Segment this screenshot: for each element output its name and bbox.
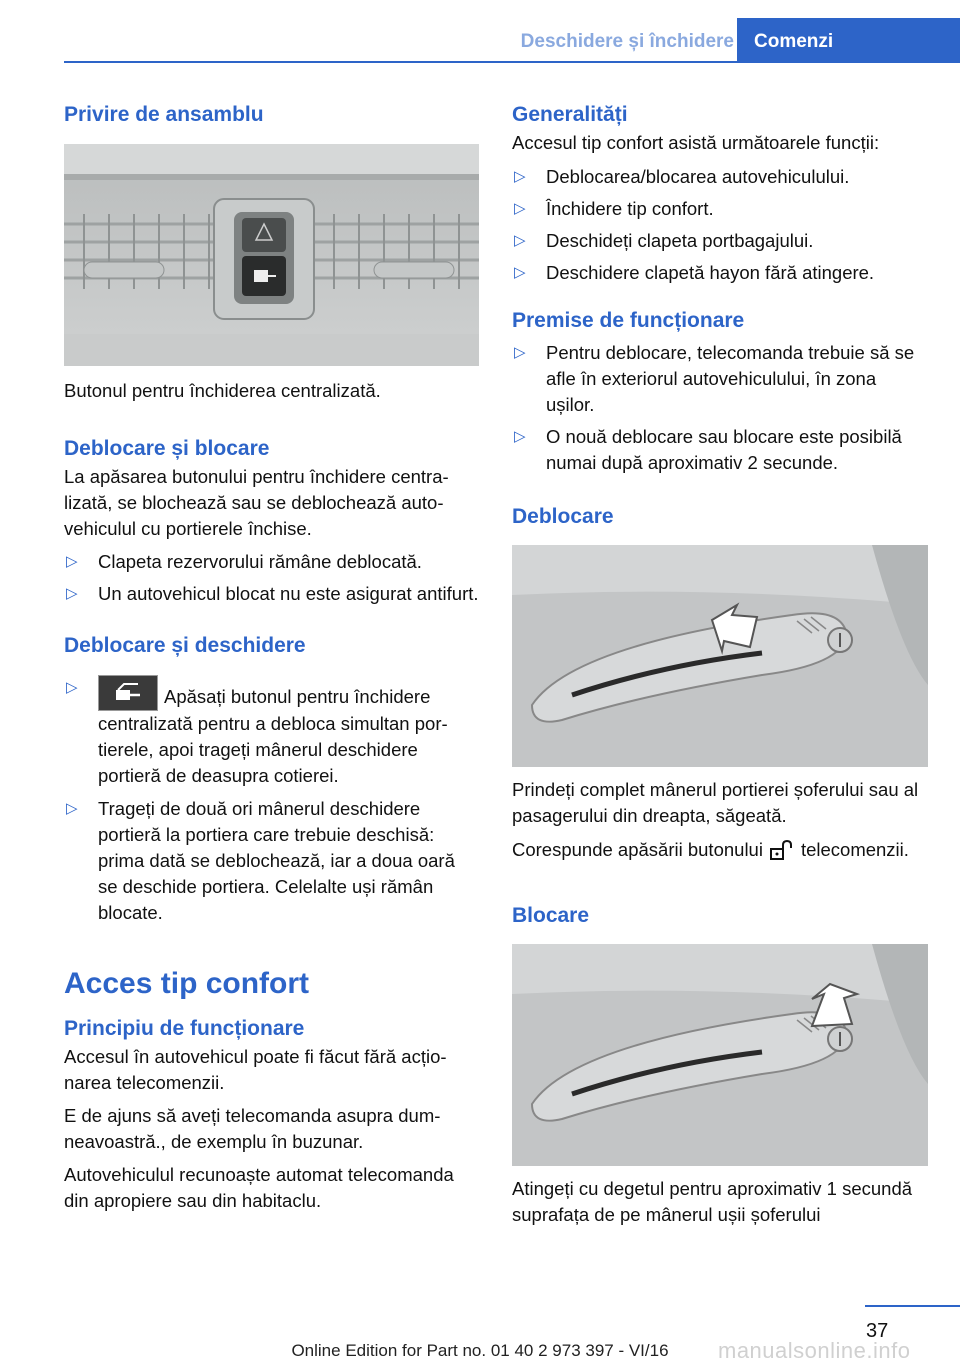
list-item: ▷ Clapeta rezervorului rămâne deblocată. [64,549,479,575]
list-item: ▷ Deblocarea/blocarea autovehiculului. [512,164,928,190]
header-section-title: Deschidere și închidere [520,31,734,52]
triangle-right-icon: ▷ [514,428,526,445]
central-lock-button-photo [64,144,479,366]
left-column [64,100,479,1214]
triangle-right-icon: ▷ [514,168,526,185]
lock-unlock-list [64,549,479,607]
open-padlock-icon [769,840,795,867]
unlock-caption: Prindeți complet mânerul portierei șoferului sau al pasagerului din dreapta, săgeată. [512,779,919,826]
list-item: ▷ O nouă deblocare sau blocare este posibilă numai după aproximativ 2 secunde. [514,426,902,473]
page-number: 37 [866,1320,889,1342]
lock-unlock-text: La apăsarea butonului pentru închidere centralizată, se blochează sau se deblochează autovehiculul cu portierele închise. [64,466,449,539]
list-item: ▷ Deschidere clapetă hayon fără atingere. [512,260,928,286]
list-item: ▷ Pentru deblocare, telecomanda trebuie să se afle în exteriorul autovehiculului, în zona ușilor. [514,342,915,415]
premise-list [512,340,928,476]
list-item: ▷ Apăsați butonul pentru închidere centralizată pentru a debloca simultan portierele, apoi trageți mânerul deschidere portieră de deasupra cotierei. [64,675,479,789]
list-item: ▷ Un autovehicul blocat nu este asigurat antifurt. [64,581,479,607]
triangle-right-icon: ▷ [514,200,526,217]
triangle-right-icon: ▷ [514,232,526,249]
door-handle-unlock-photo [512,545,928,767]
general-heading: Generalități [512,103,628,126]
triangle-right-icon: ▷ [66,585,78,602]
unlock-open-list [64,675,479,926]
principle-para: Autovehiculul recunoaște automat telecomanda din apropiere sau din habitaclu. [64,1164,454,1211]
unlock-heading: Deblocare [512,505,614,528]
lock-unlock-heading: Deblocare și blocare [64,437,270,460]
list-item: ▷ Deschideți clapeta portbagajului. [512,228,928,254]
list-item: ▷ Trageți de două ori mânerul deschidere portieră la portiera care trebuie deschisă: prima dată se deblochează, iar a doua oară se deschide portiera. Celelalte uși rămân blocate. [66,798,455,923]
triangle-right-icon: ▷ [66,553,78,570]
general-text: Accesul tip confort asistă următoarele funcții: [512,132,880,153]
lock-caption: Atingeți cu degetul pentru aproximativ 1 secundă suprafața de pe mânerul ușii șoferului [512,1178,913,1225]
comfort-access-heading: Acces tip confort [64,967,310,1000]
principle-para: E de ajuns să aveți telecomanda asupra dumneavoastră., de exemplu în buzunar. [64,1105,441,1152]
unlock-note: Corespunde apăsării butonului telecomenzii. [512,837,928,867]
principle-para: Accesul în autovehicul poate fi făcut fără acționarea telecomenzii. [64,1046,447,1093]
principle-heading: Principiu de funcționare [64,1017,305,1040]
triangle-right-icon: ▷ [514,264,526,281]
header-rule [64,61,960,63]
triangle-right-icon: ▷ [514,344,526,361]
general-list [512,164,928,286]
edition-footer: Online Edition for Part no. 01 40 2 973 397 - VI/16 [291,1341,669,1360]
door-handle-lock-photo [512,944,928,1166]
right-column [512,100,928,1228]
watermark: manualsonline.info [718,1338,911,1363]
lock-heading: Blocare [512,904,590,927]
unlock-open-heading: Deblocare și deschidere [64,634,306,657]
list-item: ▷ Închidere tip confort. [512,196,928,222]
overview-heading: Privire de ansamblu [64,103,264,126]
overview-caption: Butonul pentru închiderea centralizată. [64,380,381,401]
footer-rule [865,1305,960,1307]
triangle-right-icon: ▷ [66,679,78,696]
door-lock-icon [98,675,158,711]
premise-heading: Premise de funcționare [512,309,745,332]
triangle-right-icon: ▷ [66,800,78,817]
header-tab[interactable]: Comenzi [737,18,960,63]
